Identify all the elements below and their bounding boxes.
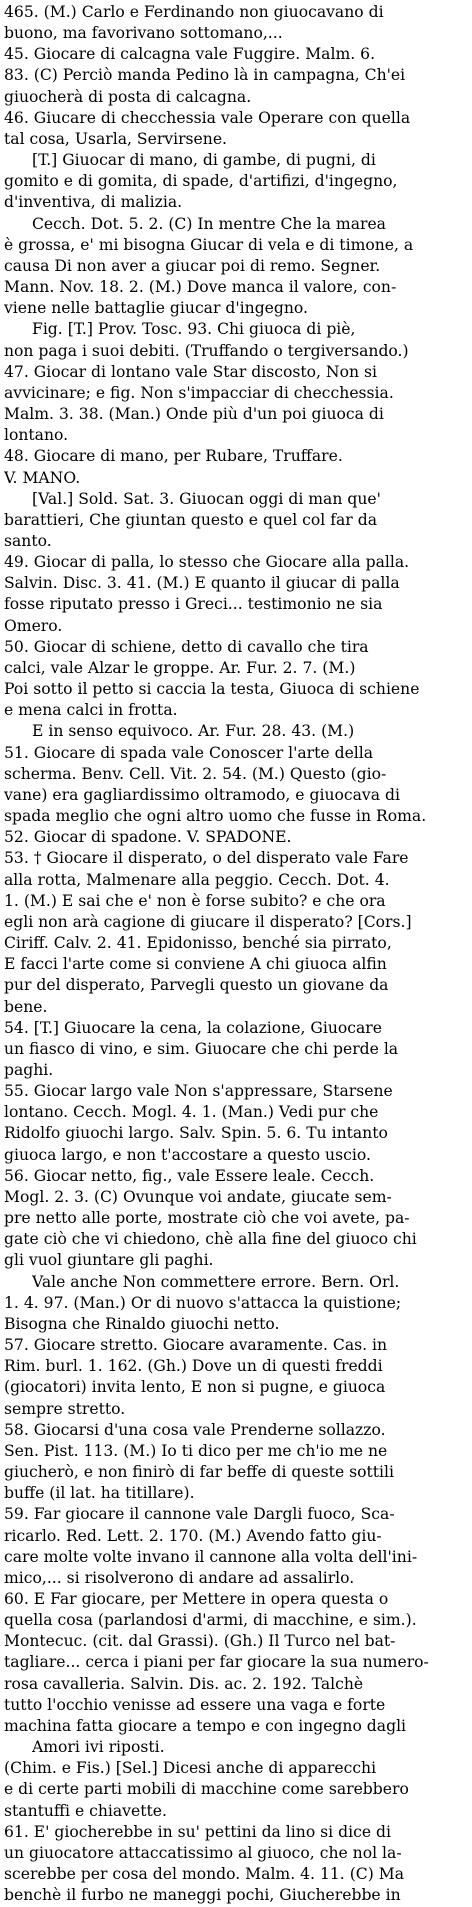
text-line: lontano. Cecch. Mogl. 4. 1. (Man.) Vedi pur che	[4, 1103, 379, 1122]
text-line: giuocherà di posta di calcagna.	[4, 87, 252, 106]
text-line: paghi.	[4, 1061, 54, 1079]
dictionary-page	[4, 0, 468, 1907]
text-line: Mann. Nov. 18. 2. (M.) Dove manca il valore, con-	[4, 278, 397, 297]
text-line: spada meglio che ogni altro uomo che fusse in Roma.	[4, 807, 427, 826]
text-line: gate ciò che vi chiedono, chè alla fine del giuoco chi	[4, 1230, 417, 1249]
text-line: care molte volte invano il cannone alla volta dell'ini-	[4, 1547, 418, 1566]
text-line: tal cosa, Usarla, Servirsene.	[4, 129, 228, 148]
text-line: e di certe parti mobili di macchine come sarebbero	[4, 1780, 409, 1799]
text-line: 55. Giocar largo vale Non s'appressare, Starsene	[4, 1082, 393, 1101]
text-line: 465. (M.) Carlo e Ferdinando non giuocavano di	[4, 3, 384, 21]
text-line: 52. Giocar di spadone. V. SPADONE.	[4, 828, 292, 847]
text-line: scerebbe per cosa del mondo. Malm. 4. 11. (C) Ma	[4, 1865, 405, 1884]
text-line: V. MANO.	[4, 468, 81, 487]
text-line: viene nelle battaglie giucar d'ingegno.	[4, 299, 308, 318]
text-line: 56. Giocar netto, fig., vale Essere leale. Cecch.	[4, 1166, 375, 1185]
text-line: Ciriff. Calv. 2. 41. Epidonisso, benché sia pirrato,	[4, 934, 392, 953]
text-line: d'inventiva, di malizia.	[4, 193, 183, 212]
text-line: causa Di non aver a giucar poi di remo. Segner.	[4, 256, 381, 275]
text-line: Malm. 3. 38. (Man.) Onde più d'un poi giuoca di	[4, 405, 384, 424]
text-line: 1. 4. 97. (Man.) Or di nuovo s'attacca la quistione;	[4, 1293, 402, 1312]
text-line: 60. E Far giocare, per Mettere in opera questa o	[4, 1590, 389, 1608]
text-line: Bisogna che Rinaldo giuochi netto.	[4, 1314, 280, 1333]
text-line: machina fatta giocare a tempo e con ingegno dagli	[4, 1716, 407, 1735]
text-line: Omero.	[4, 616, 63, 635]
text-line: 61. E' giocherebbe in su' pettini da lino si dice di	[4, 1822, 391, 1841]
text-line: E in senso equivoco. Ar. Fur. 28. 43. (M.)	[32, 722, 355, 741]
text-line: 47. Giocar di lontano vale Star discosto, Non si	[4, 362, 377, 381]
text-line: santo.	[4, 532, 52, 550]
text-line: giuoca largo, e non t'accostare a questo uscio.	[4, 1145, 371, 1164]
text-line: Sen. Pist. 113. (M.) Io ti dico per me ch'io me ne	[4, 1441, 388, 1460]
text-line: gomito e di gomita, di spade, d'artifizi, d'ingegno,	[4, 172, 398, 191]
text-line: fosse riputato presso i Greci... testimonio ne sia	[4, 595, 383, 614]
text-line: non paga i suoi debiti. (Truffando o tergiversando.)	[4, 341, 409, 360]
text-line: tutto l'occhio venisse ad essere una vaga e forte	[4, 1695, 386, 1714]
text-line: 50. Giocar di schiene, detto di cavallo che tira	[4, 637, 369, 656]
text-line: Rim. burl. 1. 162. (Gh.) Dove un di questi freddi	[4, 1357, 383, 1376]
text-line: 45. Giocare di calcagna vale Fuggire. Malm. 6.	[4, 45, 376, 64]
text-line: Montecuc. (cit. dal Grassi). (Gh.) Il Turco nel bat-	[4, 1632, 396, 1651]
text-line: Ridolfo giuochi largo. Salv. Spin. 5. 6. Tu intanto	[4, 1124, 388, 1143]
text-line: 1. (M.) E sai che e' non è forse subito? e che ora	[4, 891, 386, 910]
text-line: Mogl. 2. 3. (C) Ovunque voi andate, giucate sem-	[4, 1187, 392, 1206]
text-line: pur del disperato, Parvegli questo un giovane da	[4, 976, 389, 995]
text-line: 53. † Giocare il disperato, o del disperato vale Fare	[4, 849, 409, 868]
text-line: 54. [T.] Giuocare la cena, la colazione, Giuocare	[4, 1018, 382, 1037]
text-line: 49. Giocar di palla, lo stesso che Giocare alla palla.	[4, 553, 410, 572]
text-line: 57. Giocare stretto. Giocare avaramente. Cas. in	[4, 1336, 388, 1355]
text-line: calci, vale Alzar le groppe. Ar. Fur. 2. 7. (M.)	[4, 658, 356, 677]
text-line: e mena calci in frotta.	[4, 701, 178, 720]
text-line: pre netto alle porte, mostrate ciò che voi avete, pa-	[4, 1209, 410, 1228]
text-line: gli vuol giuntare gli paghi.	[4, 1251, 214, 1270]
text-line: Fig. [T.] Prov. Tosc. 93. Chi giuoca di piè,	[32, 320, 356, 339]
text-line: lontano.	[4, 426, 69, 445]
text-line: un fiasco di vino, e sim. Giuocare che chi perde la	[4, 1039, 399, 1058]
text-line: [T.] Giuocar di mano, di gambe, di pugni, di	[32, 151, 376, 170]
text-line: scherma. Benv. Cell. Vit. 2. 54. (M.) Questo (gio-	[4, 764, 387, 783]
text-line: benchè il furbo ne maneggi pochi, Giucherebbe in	[4, 1886, 401, 1905]
text-line: 83. (C) Perciò manda Pedino là in campagna, Ch'ei	[4, 66, 406, 85]
text-line: (giocatori) invita lento, E non si pugne, e giuoca	[4, 1378, 386, 1397]
text-line: Amori ivi riposti.	[32, 1738, 165, 1757]
text-line: 46. Giucare di checchessia vale Operare con quella	[4, 108, 411, 127]
text-line: Vale anche Non commettere errore. Bern. Orl.	[32, 1272, 400, 1291]
text-line: avvicinare; e fig. Non s'impacciar di checchessia.	[4, 383, 394, 402]
text-line: Cecch. Dot. 5. 2. (C) In mentre Che la marea	[32, 214, 386, 233]
text-line: vane) era gagliardissimo oltramodo, e giuocava di	[4, 785, 400, 804]
text-line: tagliare... cerca i piani per far giocare la sua numero-	[4, 1653, 429, 1672]
text-line: bene.	[4, 997, 48, 1016]
text-line: 59. Far giocare il cannone vale Dargli fuoco, Sca-	[4, 1505, 395, 1524]
text-line: Salvin. Disc. 3. 41. (M.) E quanto il giucar di palla	[4, 574, 400, 593]
text-line: egli non arà cagione di giucare il disperato? [Cors.]	[4, 912, 412, 931]
text-line: sempre stretto.	[4, 1399, 126, 1418]
text-line: buono, ma favorivano sottomano,...	[4, 24, 283, 43]
text-line: 48. Giocare di mano, per Rubare, Truffare.	[4, 447, 343, 466]
text-line: barattieri, Che giuntan questo e quel col far da	[4, 510, 377, 529]
text-line: stantuffi e chiavette.	[4, 1801, 167, 1820]
text-line: rosa cavalleria. Salvin. Dis. ac. 2. 192. Talchè	[4, 1674, 364, 1693]
text-line: buffe (il lat. ha titillare).	[4, 1484, 195, 1503]
text-line: (Chim. e Fis.) [Sel.] Dicesi anche di apparecchi	[4, 1759, 377, 1778]
text-line: 51. Giocare di spada vale Conoscer l'arte della	[4, 743, 374, 762]
text-line: è grossa, e' mi bisogna Giucar di vela e di timone, a	[4, 235, 414, 254]
text-line: 58. Giocarsi d'una cosa vale Prenderne sollazzo.	[4, 1420, 386, 1439]
text-line: ricarlo. Red. Lett. 2. 170. (M.) Avendo fatto giu-	[4, 1526, 382, 1545]
text-line: [Val.] Sold. Sat. 3. Giuocan oggi di man que'	[32, 489, 381, 508]
text-line: giucherò, e non finirò di far beffe di queste sottili	[4, 1463, 395, 1482]
text-line: Poi sotto il petto si caccia la testa, Giuoca di schiene	[4, 680, 420, 699]
text-line: E facci l'arte come si conviene A chi giuoca alfin	[4, 955, 387, 974]
text-line: mico,... si risolverono di andare ad assalirlo.	[4, 1568, 355, 1587]
text-line: alla rotta, Malmenare alla peggio. Cecch. Dot. 4.	[4, 870, 390, 889]
text-line: un giuocatore attaccatissimo al giuoco, che nol la-	[4, 1843, 402, 1862]
text-line: quella cosa (parlandosi d'armi, di macchine, e sim.).	[4, 1611, 417, 1630]
